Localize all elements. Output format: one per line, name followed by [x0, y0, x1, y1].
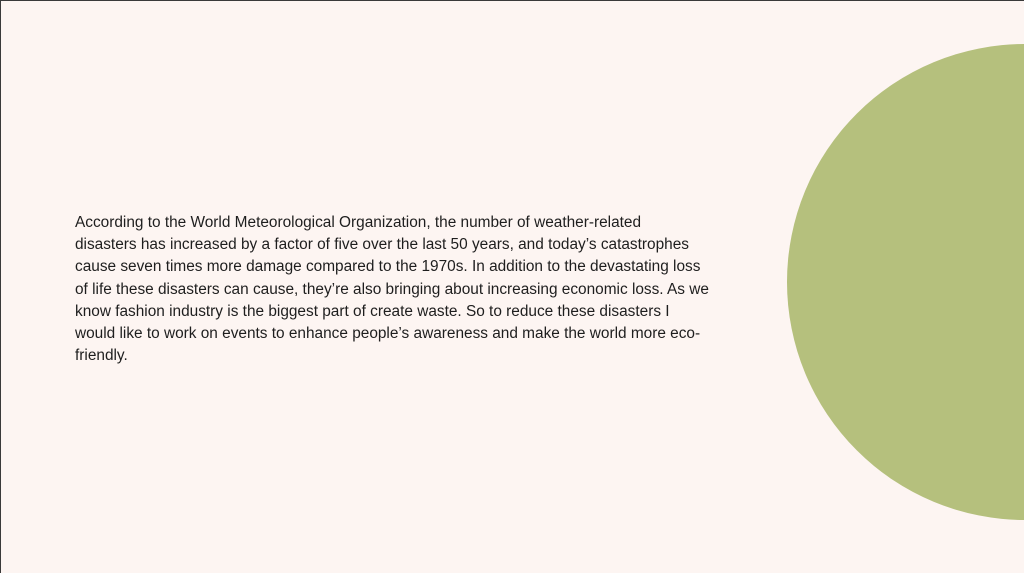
- paragraph-line: friendly.: [75, 347, 128, 365]
- paragraph-line: know fashion industry is the biggest part of create waste. So to reduce these disasters I: [75, 302, 670, 320]
- decorative-green-circle: [787, 44, 1024, 520]
- paragraph-line: of life these disasters can cause, they’re also bringing about increasing economic loss. As we: [75, 280, 709, 298]
- paragraph-line: would like to work on events to enhance people’s awareness and make the world more eco-: [75, 325, 701, 343]
- body-paragraph: [75, 212, 757, 367]
- paragraph-line: disasters has increased by a factor of five over the last 50 years, and today’s catastrophes: [75, 236, 689, 254]
- paragraph-line: According to the World Meteorological Organization, the number of weather-related: [75, 214, 642, 231]
- paragraph-line: cause seven times more damage compared to the 1970s. In addition to the devastating loss: [75, 258, 701, 276]
